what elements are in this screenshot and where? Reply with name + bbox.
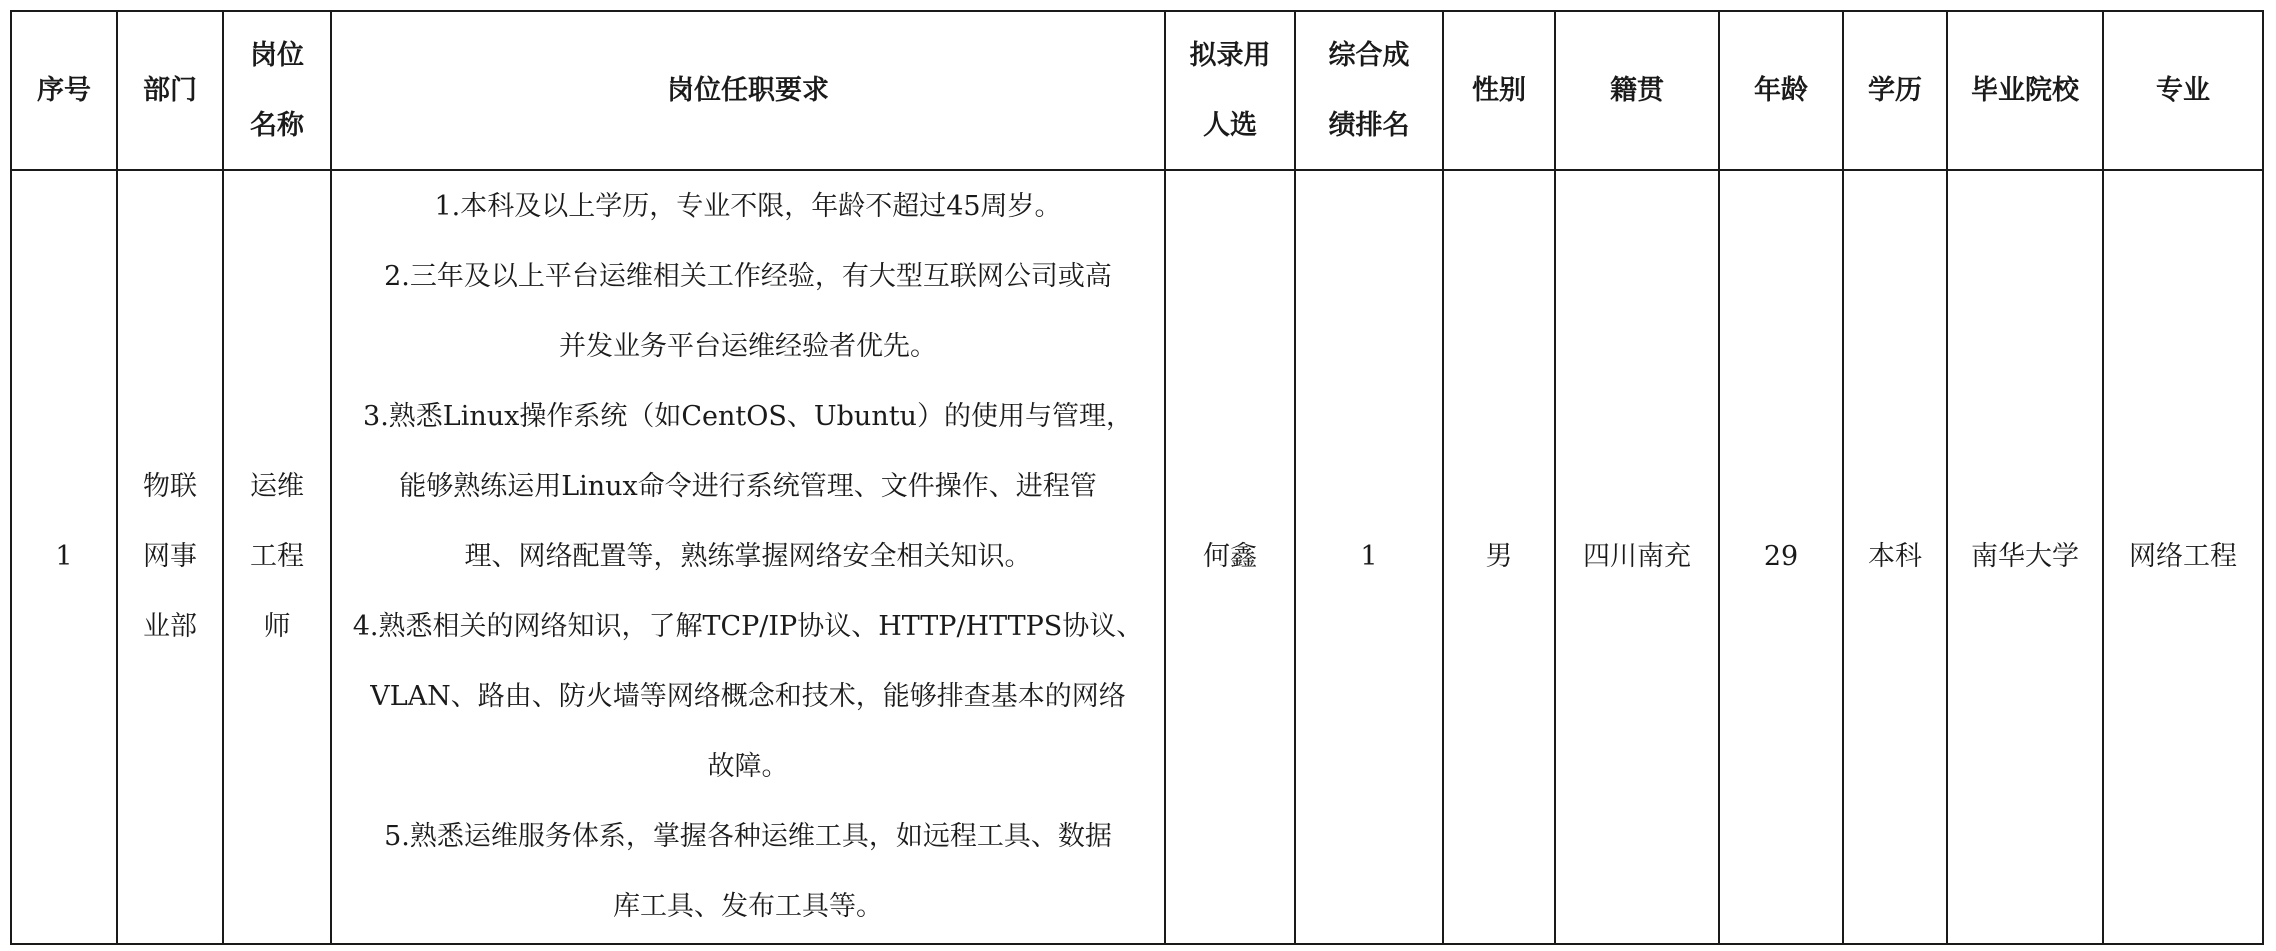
recruitment-table [10, 10, 2264, 945]
requirement-line: VLAN、路由、防火墙等网络概念和技术，能够排查基本的网络 [370, 681, 1126, 712]
cell-major: 网络工程 [2103, 170, 2263, 944]
cell-requirements [331, 170, 1165, 944]
header-position-line: 名称 [250, 109, 304, 141]
header-candidate-line: 拟录用 [1189, 39, 1271, 71]
recruitment-table-sheet [10, 10, 2262, 943]
requirement-line: 并发业务平台运维经验者优先。 [559, 331, 937, 362]
cell-position-line: 运维 [250, 471, 304, 502]
table-row [11, 170, 2263, 944]
requirement-line: 4.熟悉相关的网络知识，了解TCP/IP协议、HTTP/HTTPS协议、 [352, 611, 1144, 642]
cell-department-line: 网事 [143, 541, 197, 572]
cell-age: 29 [1719, 170, 1843, 944]
requirement-line: 库工具、发布工具等。 [613, 891, 883, 922]
cell-origin: 四川南充 [1555, 170, 1719, 944]
cell-department-line: 业部 [143, 611, 197, 642]
requirement-line: 5.熟悉运维服务体系，掌握各种运维工具，如远程工具、数据 [384, 821, 1112, 852]
header-ranking-line: 综合成 [1328, 39, 1410, 71]
header-origin: 籍贯 [1555, 11, 1719, 170]
cell-gender: 男 [1443, 170, 1555, 944]
header-position [223, 11, 331, 170]
cell-position-line: 师 [263, 611, 291, 642]
cell-index: 1 [11, 170, 117, 944]
header-ranking-line: 绩排名 [1328, 109, 1410, 141]
requirement-line: 3.熟悉Linux操作系统（如CentOS、Ubuntu）的使用与管理， [363, 401, 1133, 432]
cell-position [223, 170, 331, 944]
header-major: 专业 [2103, 11, 2263, 170]
requirement-line: 能够熟练运用Linux命令进行系统管理、文件操作、进程管 [399, 471, 1097, 502]
header-candidate [1165, 11, 1295, 170]
header-row [11, 11, 2263, 170]
requirements-list [332, 172, 1164, 942]
header-candidate-line: 人选 [1203, 109, 1257, 141]
header-age: 年龄 [1719, 11, 1843, 170]
requirement-line: 2.三年及以上平台运维相关工作经验，有大型互联网公司或高 [384, 261, 1112, 292]
header-department: 部门 [117, 11, 223, 170]
header-requirements: 岗位任职要求 [331, 11, 1165, 170]
cell-ranking: 1 [1295, 170, 1443, 944]
header-school: 毕业院校 [1947, 11, 2103, 170]
header-gender: 性别 [1443, 11, 1555, 170]
requirement-line: 故障。 [707, 751, 789, 782]
requirement-line: 1.本科及以上学历，专业不限，年龄不超过45周岁。 [434, 191, 1062, 222]
cell-candidate: 何鑫 [1165, 170, 1295, 944]
cell-department [117, 170, 223, 944]
requirement-line: 理、网络配置等，熟练掌握网络安全相关知识。 [464, 541, 1032, 572]
header-position-line: 岗位 [250, 39, 304, 71]
cell-position-line: 工程 [250, 541, 304, 572]
cell-education: 本科 [1843, 170, 1947, 944]
cell-school: 南华大学 [1947, 170, 2103, 944]
cell-department-line: 物联 [143, 471, 197, 502]
header-index: 序号 [11, 11, 117, 170]
header-ranking [1295, 11, 1443, 170]
header-education: 学历 [1843, 11, 1947, 170]
